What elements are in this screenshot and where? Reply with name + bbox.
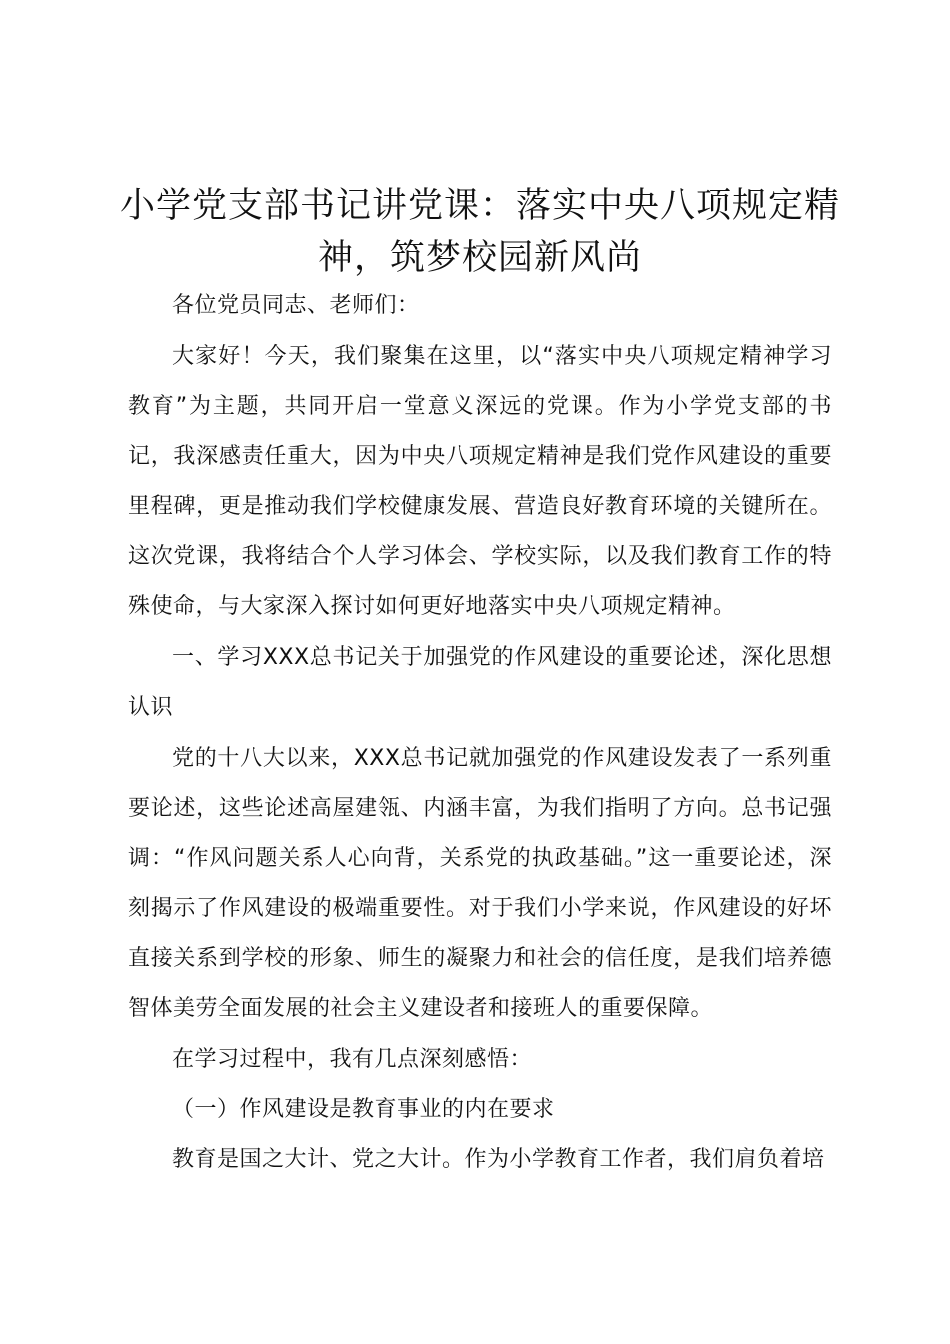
subsection-heading-1: （一）作风建设是教育事业的内在要求 (172, 1097, 555, 1122)
body-paragraph-1: 党的十八大以来，XXX总书记就加强党的作风建设发表了一系列重要论述，这些论述高屋建瓴、内涵丰富，为我们指明了方向。总书记强调：“作风问题关系人心向背，关系党的执政基础。”这一重要论述，深刻揭示了作风建设的极端重要性。对于我们小学来说，作风建设的好坏直接关系到学校的形象、师生的凝聚力和社会的信任度，是我们培养德智体美劳全面发展的社会主义建设者和接班人的重要保障。 (128, 746, 832, 1021)
section-heading-1: 一、学习XXX总书记关于加强党的作风建设的重要论述，深化思想认识 (128, 645, 832, 720)
document-body (128, 281, 832, 1185)
document-title (120, 180, 840, 284)
salutation-paragraph: 各位党员同志、老师们： (172, 293, 420, 318)
title-line-2: 神，筑梦校园新风尚 (317, 238, 642, 278)
body-paragraph-3: 教育是国之大计、党之大计。作为小学教育工作者，我们肩负着培 (172, 1147, 825, 1172)
intro-paragraph: 大家好！今天，我们聚集在这里，以“落实中央八项规定精神学习教育”为主题，共同开启一堂意义深远的党课。作为小学党支部的书记，我深感责任重大，因为中央八项规定精神是我们党作风建设的重要里程碑，更是推动我们学校健康发展、营造良好教育环境的关键所在。这次党课，我将结合个人学习体会、学校实际，以及我们教育工作的特殊使命，与大家深入探讨如何更好地落实中央八项规定精神。 (128, 344, 832, 619)
body-paragraph-2: 在学习过程中，我有几点深刻感悟： (172, 1047, 533, 1072)
title-line-1: 小学党支部书记讲党课：落实中央八项规定精 (120, 186, 841, 226)
